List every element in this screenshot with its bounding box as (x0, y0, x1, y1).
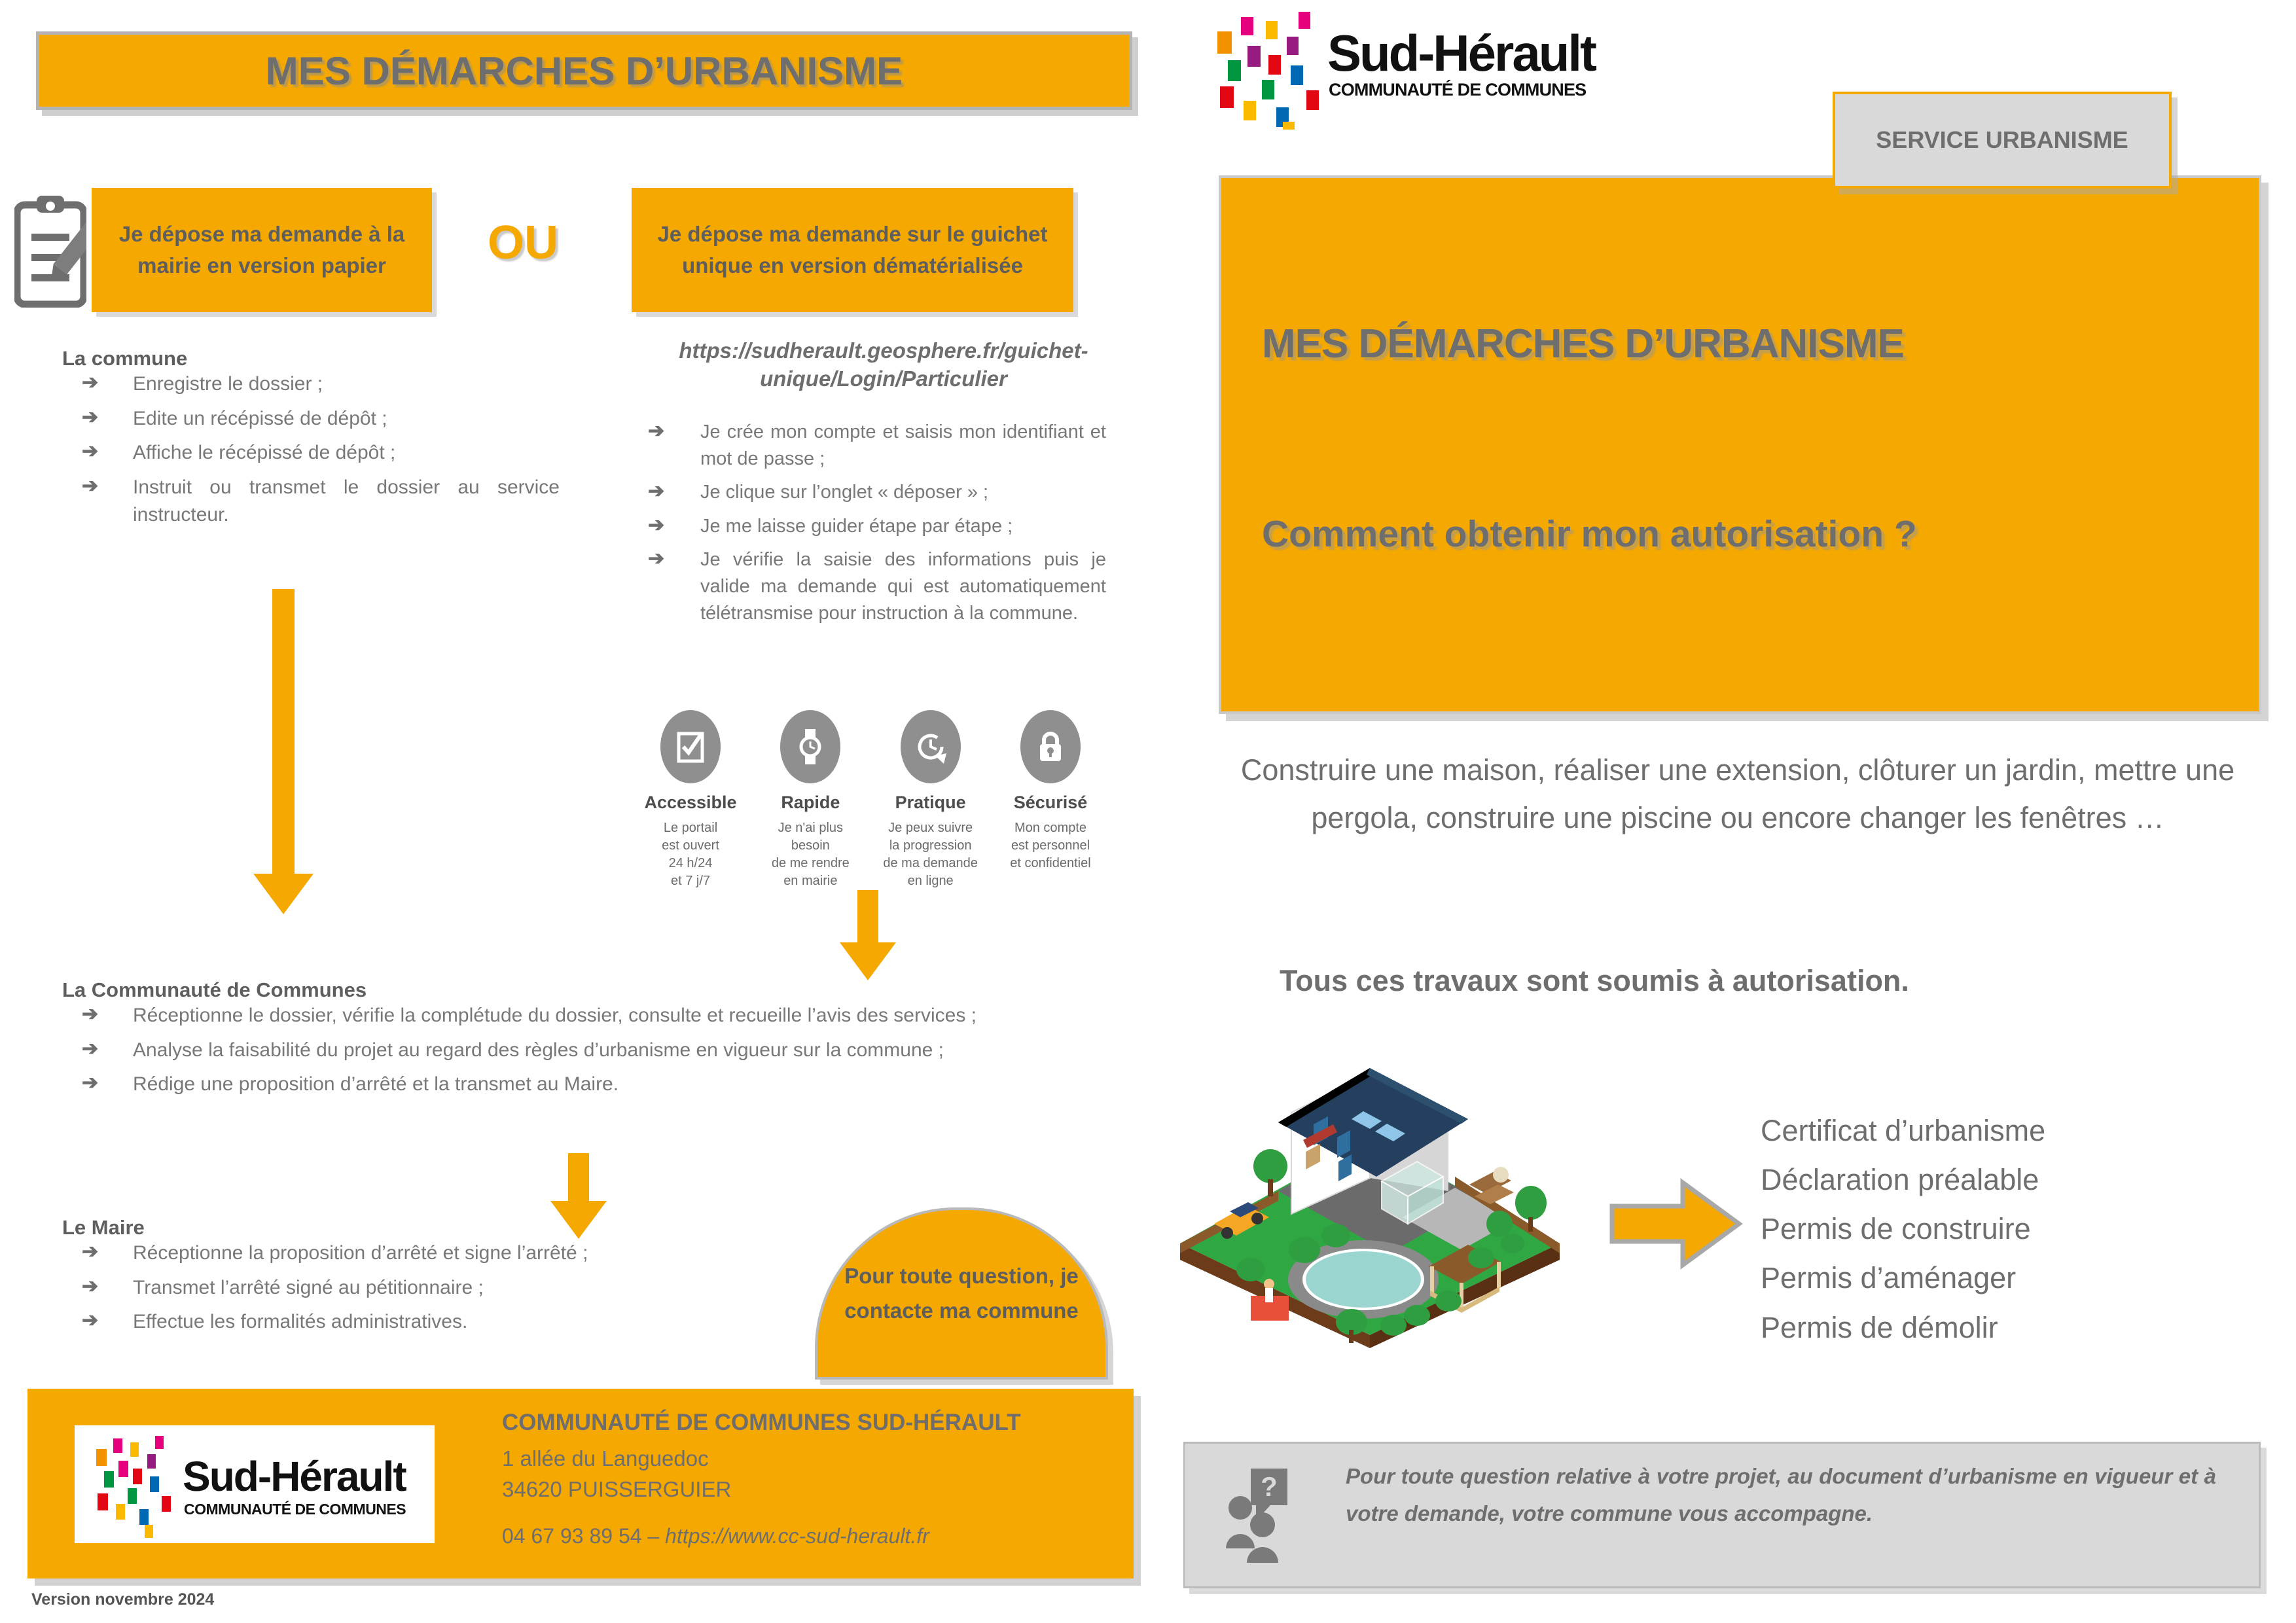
option-digital-label: Je dépose ma demande sur le guichet unique en version dématérialisée (657, 222, 1048, 277)
permit-item: Permis de démolir (1761, 1310, 1998, 1344)
list-item: ➔ Je clique sur l’onglet « déposer » ; (628, 479, 1106, 506)
list-item: ➔ Je me laisse guider étape par étape ; (628, 513, 1106, 540)
feature-desc: Je n'ai plus besoin de me rendre en mairie (771, 821, 850, 888)
or-label: OU (488, 217, 558, 269)
right-headline-box (1219, 175, 2261, 714)
contact-bubble-text: Pour toute question, je contacte ma commune (844, 1263, 1079, 1323)
service-badge-label: SERVICE URBANISME (1876, 126, 2128, 153)
guichet-url[interactable]: https://sudherault.geosphere.fr/guichet-unique/Login/Particulier (679, 338, 1088, 391)
list-item: ➔ Réceptionne la proposition d’arrêté et signe l’arrêté ; (62, 1240, 769, 1268)
help-note-box (1183, 1442, 2261, 1588)
footer-phone: 04 67 93 89 54 – (502, 1524, 666, 1548)
cc-heading: La Communauté de Communes (62, 978, 367, 1001)
feature-title: Rapide (781, 793, 840, 812)
list-item: ➔ Instruit ou transmet le dossier au service instructeur. (62, 474, 560, 529)
footer-logo (75, 1425, 435, 1543)
list-item: ➔ Je vérifie la saisie des informations puis je valide ma demande qui est automatiquement télétransmise pour instruction à la commune. (628, 546, 1106, 628)
service-badge (1833, 92, 2172, 188)
list-item: ➔ Affiche le récépissé de dépôt ; (62, 439, 560, 467)
feature-title: Sécurisé (1013, 793, 1088, 812)
people-question-icon (1223, 1465, 1321, 1566)
svg-text:Sud-Hérault: Sud-Hérault (183, 1452, 406, 1500)
list-item: ➔ Enregistre le dossier ; (62, 370, 560, 399)
right-headline-title: MES DÉMARCHES D’URBANISME (1262, 321, 1904, 366)
feature-desc: Mon compte est personnel et confidentiel (1010, 821, 1091, 870)
checklist-icon (660, 710, 721, 783)
contact-bubble (815, 1207, 1108, 1380)
list-item: ➔ Rédige une proposition d’arrêté et la transmet au Maire. (62, 1071, 1122, 1099)
commune-heading: La commune (62, 347, 188, 370)
footer-address-1: 1 allée du Languedoc (502, 1446, 709, 1471)
cc-list (62, 1002, 1122, 1099)
maire-heading: Le Maire (62, 1216, 145, 1239)
commune-list (62, 370, 560, 529)
feature-desc: Je peux suivre la progression de ma demande en ligne (883, 821, 978, 888)
version-label: Version novembre 2024 (31, 1590, 215, 1609)
feature-pratique (875, 710, 986, 890)
help-note-text: Pour toute question relative à votre projet, au document d’urbanisme en vigueur et à votre demande, votre commune vous accompagne. (1346, 1464, 2216, 1525)
guichet-list (628, 419, 1106, 627)
permit-item: Permis de construire (1761, 1212, 2031, 1246)
feature-accessible (635, 710, 746, 890)
list-item: ➔ Edite un récépissé de dépôt ; (62, 405, 560, 433)
option-paper-box (92, 188, 432, 312)
svg-text:?: ? (1261, 1471, 1278, 1502)
permit-item: Permis d’aménager (1761, 1261, 2017, 1295)
list-item: ➔ Transmet l’arrêté signé au pétitionnaire ; (62, 1274, 769, 1302)
list-item: ➔ Je crée mon compte et saisis mon identifiant et mot de passe ; (628, 419, 1106, 473)
footer-org: COMMUNAUTÉ DE COMMUNES SUD-HÉRAULT (502, 1410, 1021, 1435)
commune-section (62, 347, 560, 536)
watch-icon (780, 710, 840, 783)
clock-refresh-icon (901, 710, 961, 783)
lock-icon (1020, 710, 1081, 783)
brand-logo (1203, 5, 1661, 130)
option-digital-box (632, 188, 1073, 312)
footer-contact-band (27, 1389, 1134, 1578)
isometric-house-illustration (1174, 1027, 1566, 1348)
feature-title: Accessible (644, 793, 737, 812)
feature-securise (995, 710, 1106, 890)
permit-item: Déclaration préalable (1761, 1163, 2039, 1197)
left-title-text: MES DÉMARCHES D’URBANISME (265, 48, 903, 93)
svg-text:Sud-Hérault: Sud-Hérault (1327, 24, 1596, 82)
svg-text:COMMUNAUTÉ DE COMMUNES: COMMUNAUTÉ DE COMMUNES (1329, 80, 1587, 99)
list-item: ➔ Réceptionne le dossier, vérifie la complétude du dossier, consulte et recueille l’avis des services ; (62, 1002, 1122, 1030)
permit-item: Certificat d’urbanisme (1761, 1114, 2046, 1147)
maire-list (62, 1240, 769, 1336)
footer-website[interactable]: https://www.cc-sud-herault.fr (665, 1524, 929, 1548)
list-item: ➔ Analyse la faisabilité du projet au regard des règles d’urbanisme en vigueur sur la commune ; (62, 1037, 1122, 1065)
left-title-banner (36, 31, 1132, 110)
mayor-section (62, 1216, 769, 1343)
big-right-arrow-icon (1607, 1175, 1744, 1276)
emphasis-line: Tous ces travaux sont soumis à autorisation. (1280, 964, 1909, 997)
feature-title: Pratique (895, 793, 966, 812)
feature-desc: Le portail est ouvert 24 h/24 et 7 j/7 (662, 821, 719, 888)
intercommunal-section (62, 978, 1122, 1105)
permit-types-list (1761, 1106, 2258, 1352)
svg-text:COMMUNAUTÉ DE COMMUNES: COMMUNAUTÉ DE COMMUNES (184, 1500, 406, 1518)
feature-rapide (755, 710, 866, 890)
list-item: ➔ Effectue les formalités administratives. (62, 1308, 769, 1336)
intro-paragraph: Construire une maison, réaliser une extension, clôturer un jardin, mettre une pergola, construire une piscine ou encore changer les fenêtres … (1240, 753, 2235, 835)
right-headline-subtitle: Comment obtenir mon autorisation ? (1262, 513, 1917, 555)
guichet-section (628, 419, 1106, 633)
option-paper-label: Je dépose ma demande à la mairie en version papier (118, 222, 405, 277)
features-row (635, 710, 1106, 890)
footer-address-2: 34620 PUISSERGUIER (502, 1477, 732, 1501)
footer-contact-text (502, 1410, 1091, 1548)
clipboard-icon (14, 193, 86, 308)
